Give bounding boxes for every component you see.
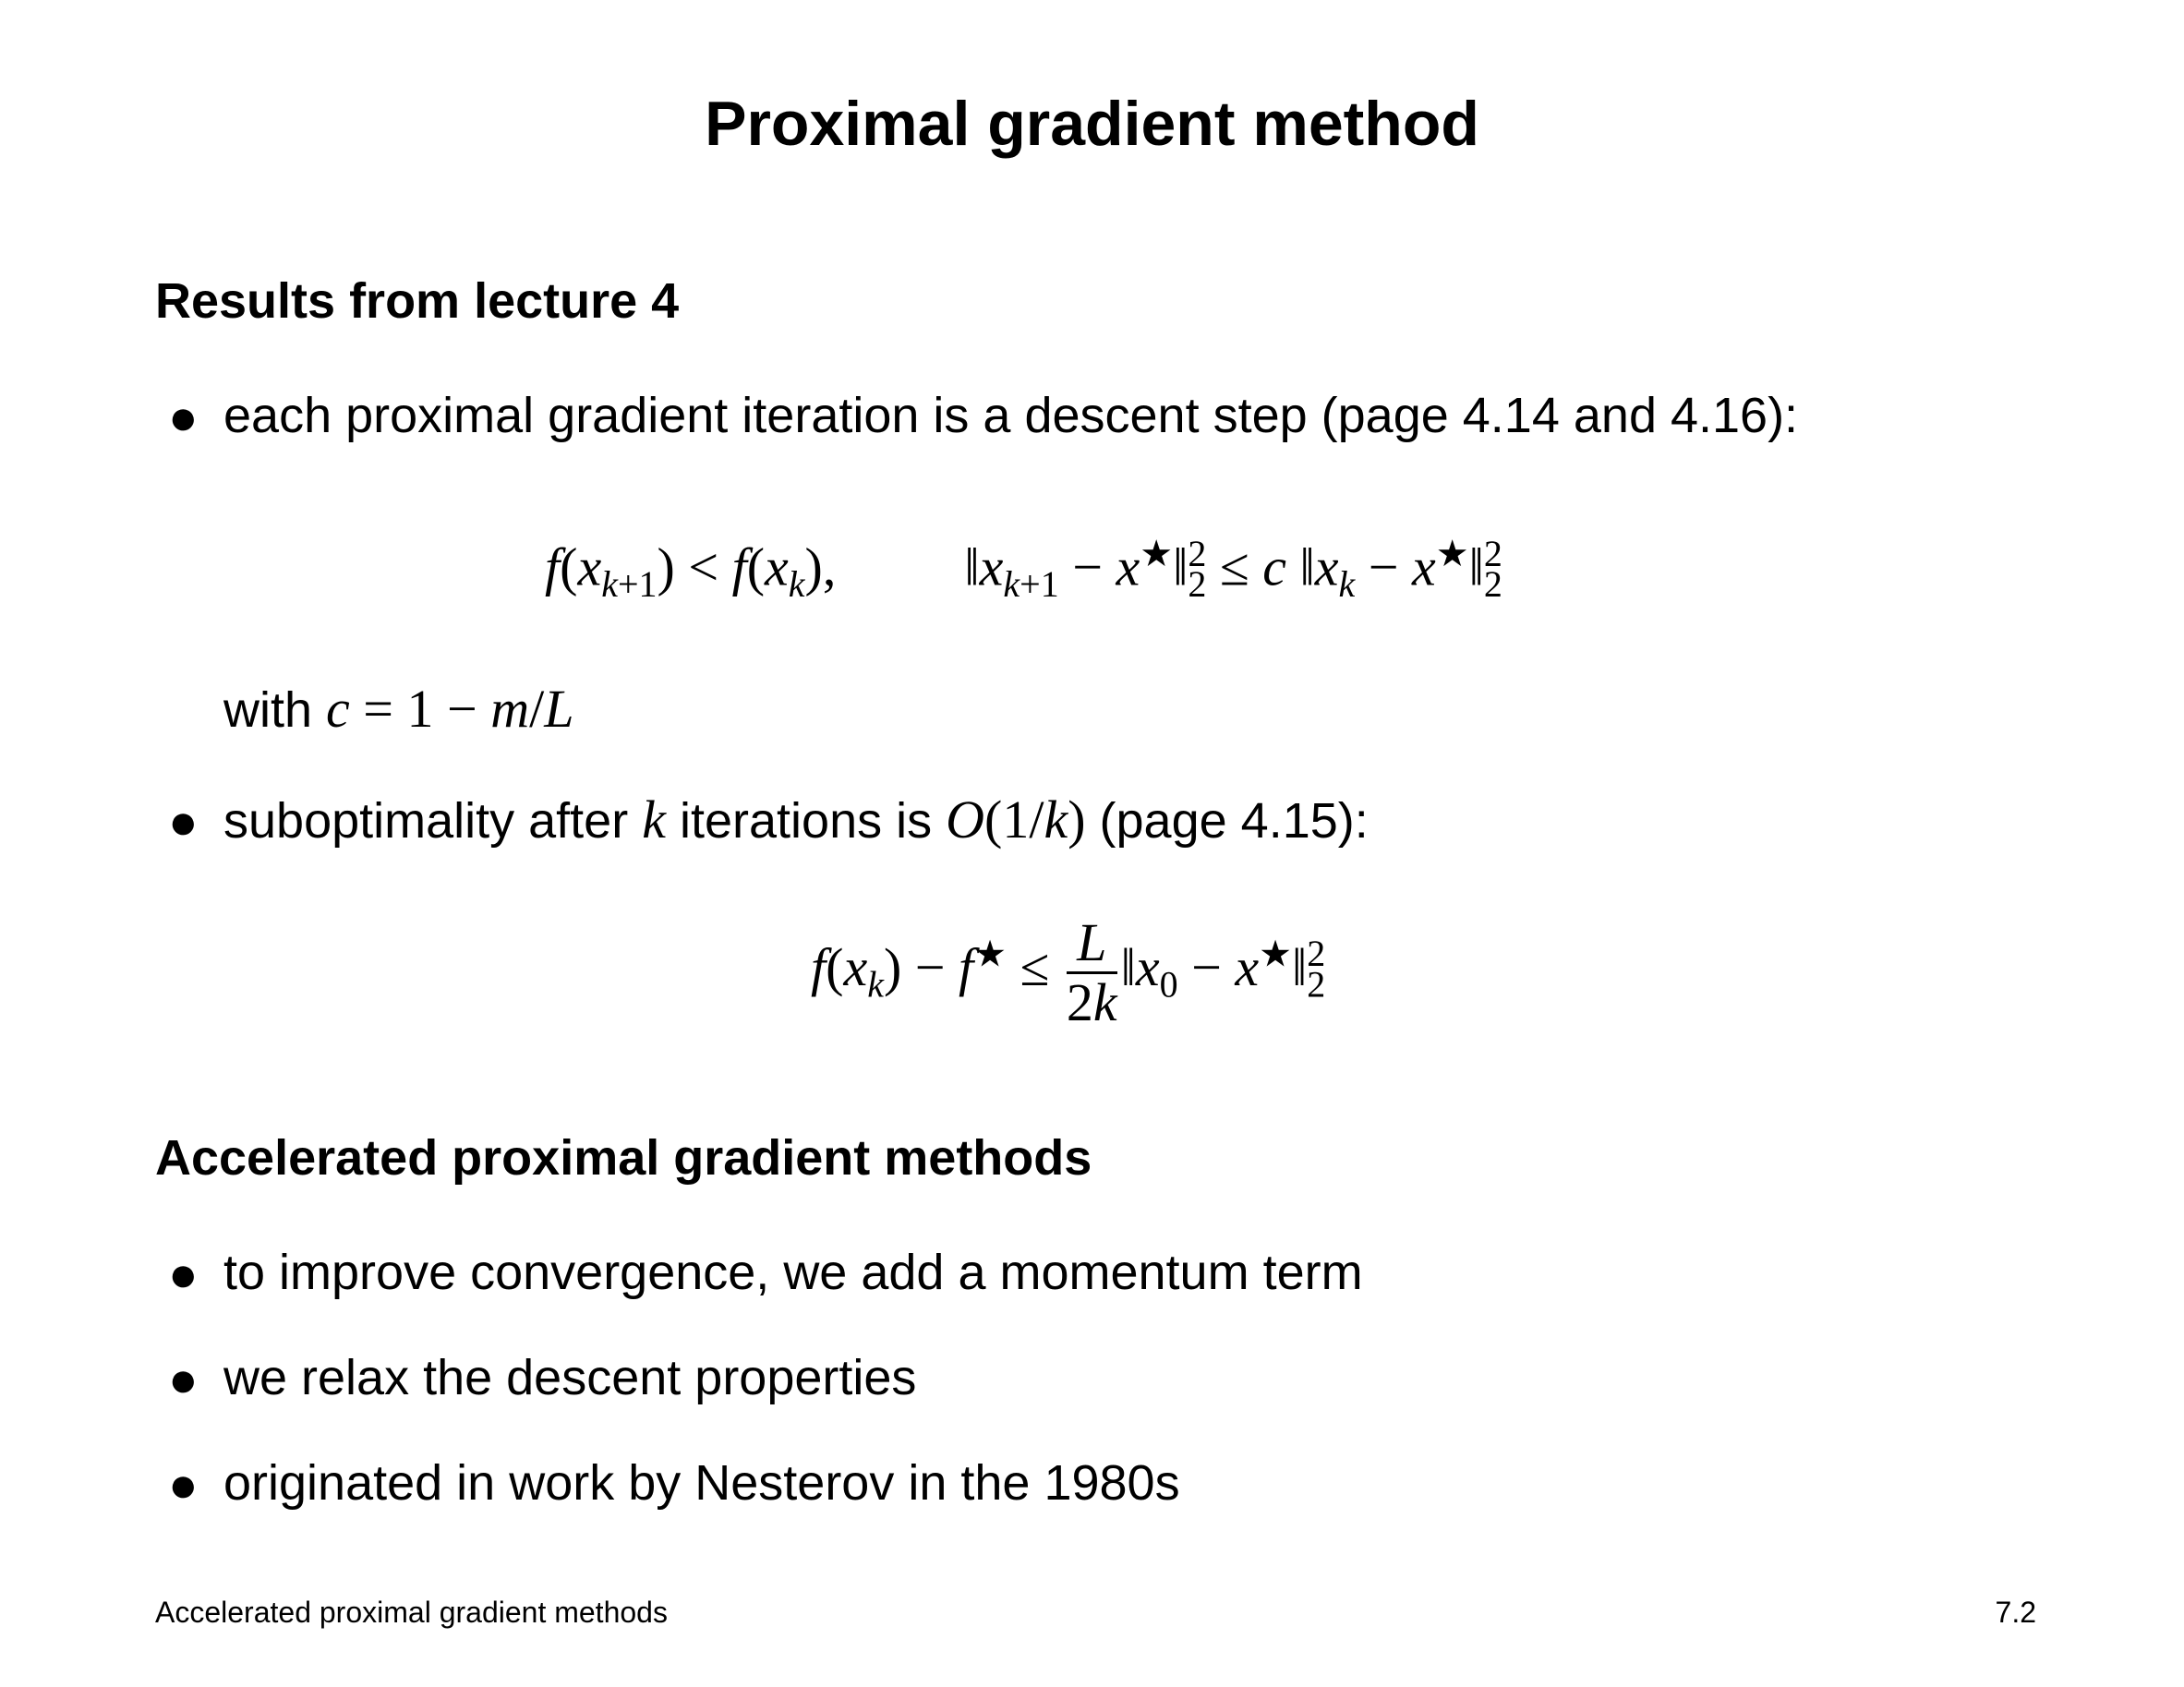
bullet-suboptimality-mid: iterations is [679,793,933,849]
bullet-suboptimality-prefix: suboptimality after [223,793,629,849]
big-o-expression: O(1/k) [946,789,1086,850]
equation-suboptimality: $f(x_k) - f^★$ ≤ $\frac{L}{2k}$ $‖x_0$ − $x^★‖_2^2$ [811,912,1326,1032]
bullet-relax: we relax the descent properties [223,1350,917,1405]
fraction-l-over-2k: $\frac{L}{2k}$ [1066,912,1117,1032]
bullet-marker: ● [168,794,199,850]
bullet-marker: ● [168,390,199,445]
section-heading-results: Results from lecture 4 [155,273,680,329]
c-definition: c = 1 − m/L [326,679,574,739]
page-title: Proximal gradient method [705,89,1479,159]
bullet-descent-text: each proximal gradient iteration is a descent step (page 4.14 and 4.16): [223,388,1799,443]
equation-descent: $f(x_{k+1}) < f(x_k)$, $‖x_{k+1}$ − $x^★‖_2^2 \le c$ $‖x_k$ − $x^★‖_2^2$ [545,533,1502,605]
bullet-marker: ● [168,1352,199,1407]
k-symbol: k [642,789,666,850]
bullet-suboptimality-suffix: (page 4.15): [1099,793,1369,849]
bullet-momentum: to improve convergence, we add a momentum term [223,1245,1363,1300]
footer-section-title: Accelerated proximal gradient methods [155,1596,668,1629]
section-heading-accelerated: Accelerated proximal gradient methods [155,1130,1092,1186]
footer-page-number: 7.2 [1995,1596,2036,1629]
bullet-marker: ● [168,1457,199,1512]
bullet-suboptimality [223,790,1369,850]
with-c-line [223,680,574,740]
with-label: with [223,682,313,738]
bullet-marker: ● [168,1247,199,1302]
bullet-nesterov: originated in work by Nesterov in the 1980s [223,1455,1180,1511]
